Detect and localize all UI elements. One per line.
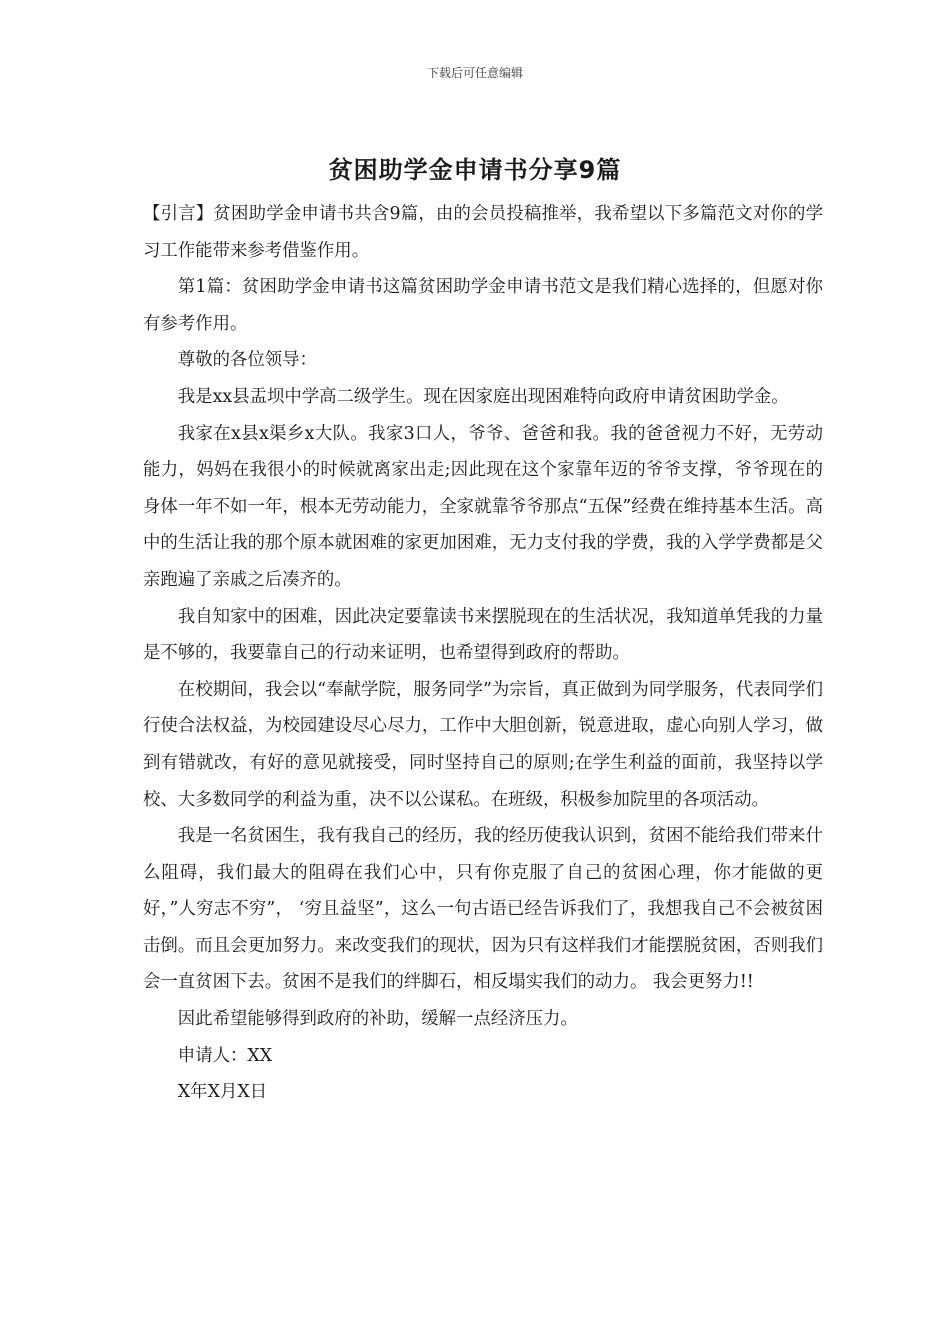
body-paragraph: 我自知家中的困难，因此决定要靠读书来摆脱现在的生活状况，我知道单凭我的力量是不够的，我要靠自己的行动来证明，也希望得到政府的帮助。 <box>143 606 823 664</box>
document-body <box>143 196 823 1111</box>
applicant-signature: 申请人：XX <box>177 1045 273 1066</box>
body-paragraph: 在校期间，我会以“奉献学院，服务同学”为宗旨，真正做到为同学服务，代表同学们行使合法权益，为校园建设尽心尽力，工作中大胆创新，锐意进取，虚心向别人学习，做到有错就改，有好的意见就接受，同时坚持自己的原则;在学生利益的面前，我坚持以学校、大多数同学的利益为重，决不以公谋私。在班级，积极参加院里的各项活动。 <box>143 679 823 810</box>
document-title: 贫困助学金申请书分享9篇 <box>328 156 622 184</box>
body-paragraph: 我是一名贫困生，我有我自己的经历，我的经历使我认识到，贫困不能给我们带来什么阻碍，我们最大的阻碍在我们心中，只有你克服了自己的贫困心理，你才能做的更好，”人穷志不穷”， ‘穷且益坚”，这么一句古语已经告诉我们了，我想我自己不会被贫困击倒。而且会更加努力。来改变我们的现状，因为只有这样我们才能摆脱贫困，否则我们会一直贫困下去。贫困不是我们的绊脚石，相反塌实我们的动力。 我会更努力!! <box>143 826 823 993</box>
body-paragraph: 我是xx县盂坝中学高二级学生。现在因家庭出现困难特向政府申请贫困助学金。 <box>177 386 789 407</box>
intro-paragraph: 【引言】贫困助学金申请书共含9篇，由的会员投稿推举，我希望以下多篇范文对你的学习工作能带来参考借鉴作用。 <box>143 204 823 261</box>
header-note: 下载后可任意编辑 <box>426 66 523 80</box>
signature-date: X年X月X日 <box>177 1082 268 1103</box>
section-heading-paragraph: 第1篇：贫困助学金申请书这篇贫困助学金申请书范文是我们精心选择的，但愿对你有参考作用。 <box>143 277 823 334</box>
salutation: 尊敬的各位领导： <box>177 350 317 371</box>
body-paragraph: 因此希望能够得到政府的补助，缓解一点经济压力。 <box>177 1009 578 1030</box>
body-paragraph: 我家在x县x渠乡x大队。我家3口人，爷爷、爸爸和我。我的爸爸视力不好，无劳动能力，妈妈在我很小的时候就离家出走;因此现在这个家靠年迈的爷爷支撑，爷爷现在的身体一年不如一年，根本无劳动能力，全家就靠爷爷那点“五保”经费在维持基本生活。高中的生活让我的那个原本就困难的家更加困难，无力支付我的学费，我的入学学费都是父亲跑遍了亲戚之后凑齐的。 <box>143 423 823 590</box>
